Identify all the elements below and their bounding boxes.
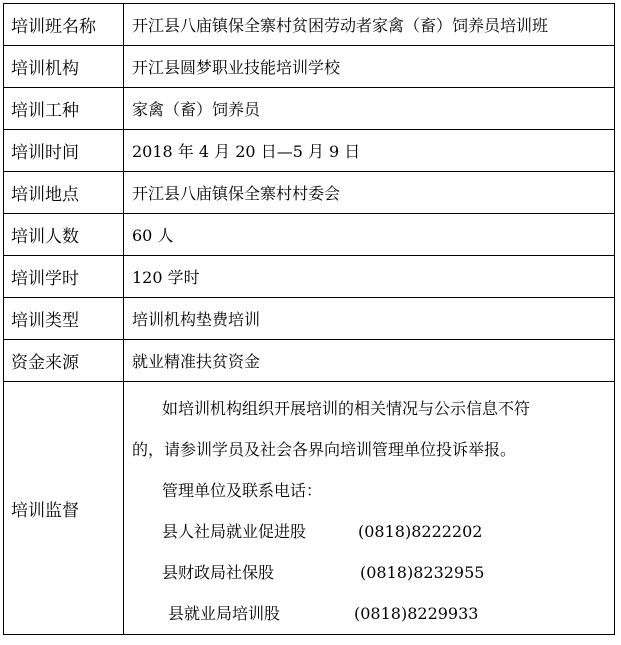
training-info-table — [3, 3, 615, 635]
row-training-type — [4, 298, 615, 340]
row-location — [4, 172, 615, 214]
contact-unit: 县就业局培训股 — [168, 604, 281, 623]
label-class-name: 培训班名称 — [4, 4, 124, 46]
row-class-name — [4, 4, 615, 46]
label-institution: 培训机构 — [4, 46, 124, 88]
row-time — [4, 130, 615, 172]
label-time: 培训时间 — [4, 130, 124, 172]
row-institution — [4, 46, 615, 88]
supervision-line-1: 如培训机构组织开展培训的相关情况与公示信息不符 — [162, 399, 531, 418]
value-time: 2018 年 4 月 20 日—5 月 9 日 — [124, 130, 615, 172]
contact-phone: (0818)8232955 — [360, 563, 485, 582]
value-hours: 120 学时 — [124, 256, 615, 298]
label-job-type: 培训工种 — [4, 88, 124, 130]
contact-row — [132, 511, 608, 552]
label-location: 培训地点 — [4, 172, 124, 214]
contact-row — [132, 593, 608, 634]
row-hours — [4, 256, 615, 298]
label-hours: 培训学时 — [4, 256, 124, 298]
label-funding: 资金来源 — [4, 340, 124, 382]
supervision-line-2: 的，请参训学员及社会各界向培训管理单位投诉举报。 — [132, 440, 517, 459]
supervision-text — [132, 382, 608, 634]
label-training-type: 培训类型 — [4, 298, 124, 340]
label-supervision: 培训监督 — [4, 382, 124, 635]
row-headcount — [4, 214, 615, 256]
value-location: 开江县八庙镇保全寨村村委会 — [124, 172, 615, 214]
label-headcount: 培训人数 — [4, 214, 124, 256]
contact-unit: 县财政局社保股 — [162, 563, 275, 582]
contact-phone: (0818)8229933 — [354, 604, 479, 623]
value-institution: 开江县圆梦职业技能培训学校 — [124, 46, 615, 88]
value-training-type: 培训机构垫费培训 — [124, 298, 615, 340]
value-funding: 就业精准扶贫资金 — [124, 340, 615, 382]
contact-unit: 县人社局就业促进股 — [162, 522, 307, 541]
row-supervision — [4, 382, 615, 635]
contact-title: 管理单位及联系电话： — [162, 481, 323, 500]
value-class-name: 开江县八庙镇保全寨村贫困劳动者家禽（畜）饲养员培训班 — [124, 4, 615, 46]
contact-row — [132, 552, 608, 593]
value-supervision — [124, 382, 615, 635]
value-job-type: 家禽（畜）饲养员 — [124, 88, 615, 130]
row-job-type — [4, 88, 615, 130]
row-funding — [4, 340, 615, 382]
contact-phone: (0818)8222202 — [358, 522, 483, 541]
value-headcount: 60 人 — [124, 214, 615, 256]
